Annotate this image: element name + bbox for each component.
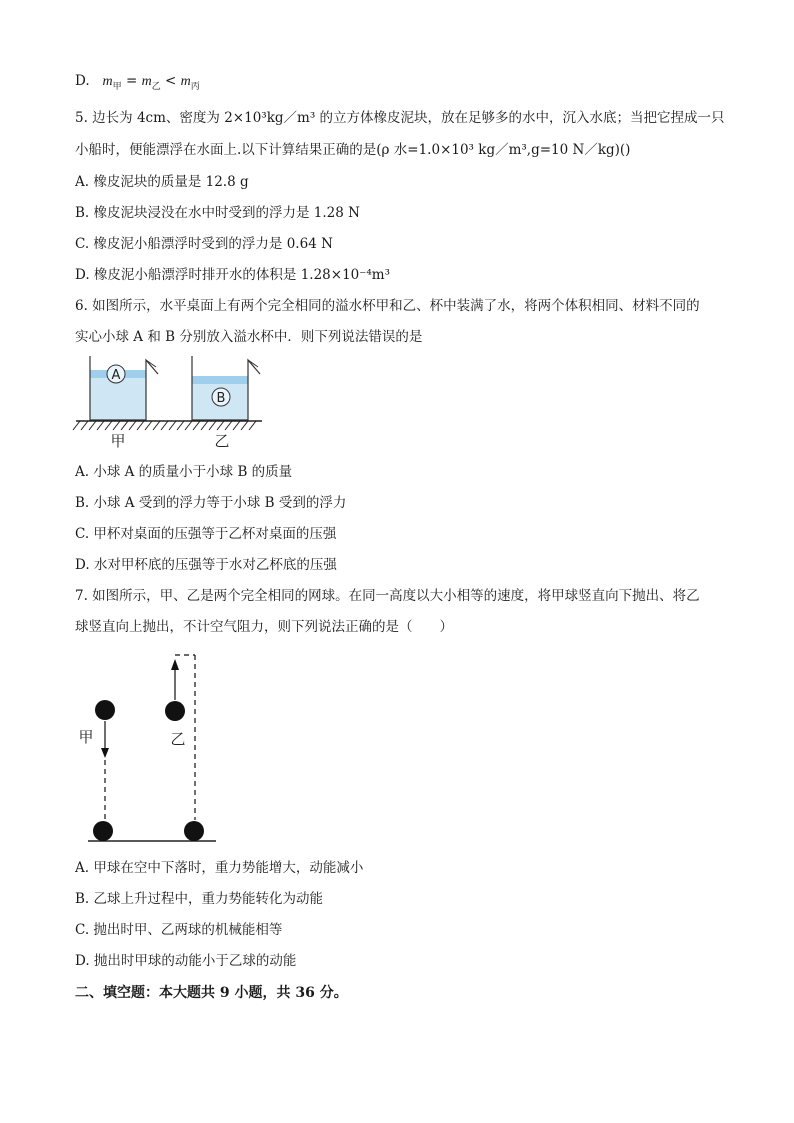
ball-jia-start <box>95 700 115 720</box>
q6-option-b: B. 小球 A 受到的浮力等于小球 B 受到的浮力 <box>75 495 347 511</box>
mass-bing: $m_丙$ <box>180 74 200 91</box>
q5-option-d: D. 橡皮泥小船漂浮时排开水的体积是 1.28×10⁻⁴m³ <box>75 267 391 283</box>
cup-jia-label: 甲 <box>110 432 126 450</box>
ball-a-label: A <box>111 368 121 383</box>
mass-jia: $m_甲$ <box>102 74 122 91</box>
q7-stem-line1: 7. 如图所示，甲、乙是两个完全相同的网球。在同一高度以大小相等的速度，将甲球竖直向下抛出、将乙 <box>75 588 700 604</box>
equals-sign: = <box>125 73 138 89</box>
q6-option-a: A. 小球 A 的质量小于小球 B 的质量 <box>75 464 293 480</box>
ball-jia-label: 甲 <box>78 728 94 746</box>
mass-yi: $m_乙$ <box>141 74 161 91</box>
cup-yi-label: 乙 <box>214 432 230 450</box>
q7-option-b: B. 乙球上升过程中，重力势能转化为动能 <box>75 891 324 907</box>
ball-yi-start <box>165 701 185 721</box>
q7-option-a: A. 甲球在空中下落时，重力势能增大，动能减小 <box>75 860 364 876</box>
q7-option-c: C. 抛出时甲、乙两球的机械能相等 <box>75 922 283 938</box>
ball-yi-end <box>184 821 204 841</box>
section-heading: 二、填空题：本大题共 9 小题，共 36 分。 <box>75 985 348 1001</box>
q6-option-d: D. 水对甲杯底的压强等于水对乙杯底的压强 <box>75 557 337 573</box>
up-arrow-icon <box>171 659 179 670</box>
q4-option-d-label: D. <box>75 73 90 89</box>
q6-stem-line1: 6. 如图所示，水平桌面上有两个完全相同的溢水杯甲和乙、杯中装满了水，将两个体积相同、材料不同的 <box>75 298 700 314</box>
ball-yi-label: 乙 <box>170 730 186 748</box>
q6-stem-line2: 实心小球 A 和 B 分别放入溢水杯中．则下列说法错误的是 <box>75 329 423 345</box>
ball-jia-end <box>93 821 113 841</box>
q6-option-c: C. 甲杯对桌面的压强等于乙杯对桌面的压强 <box>75 526 337 542</box>
q7-option-d: D. 抛出时甲球的动能小于乙球的动能 <box>75 953 297 969</box>
q5-option-b: B. 橡皮泥块浸没在水中时受到的浮力是 1.28 N <box>75 205 360 221</box>
q5-stem-line1: 5. 边长为 4cm、密度为 2×10³kg／m³ 的立方体橡皮泥块，放在足够多的水中，沉入水底；当把它捏成一只 <box>75 110 725 126</box>
q5-option-a: A. 橡皮泥块的质量是 12.8 g <box>75 174 249 190</box>
q5-option-c: C. 橡皮泥小船漂浮时受到的浮力是 0.64 N <box>75 236 333 252</box>
less-than-sign: < <box>165 73 177 89</box>
q5-stem-line2: 小船时，便能漂浮在水面上.以下计算结果正确的是(ρ 水=1.0×10³ kg／m³,g=10 N／kg)() <box>75 142 631 158</box>
q7-stem-line2: 球竖直向上抛出，不计空气阻力，则下列说法正确的是（ ） <box>75 619 453 635</box>
ball-b-label: B <box>216 391 226 406</box>
down-arrow-icon <box>101 748 109 758</box>
